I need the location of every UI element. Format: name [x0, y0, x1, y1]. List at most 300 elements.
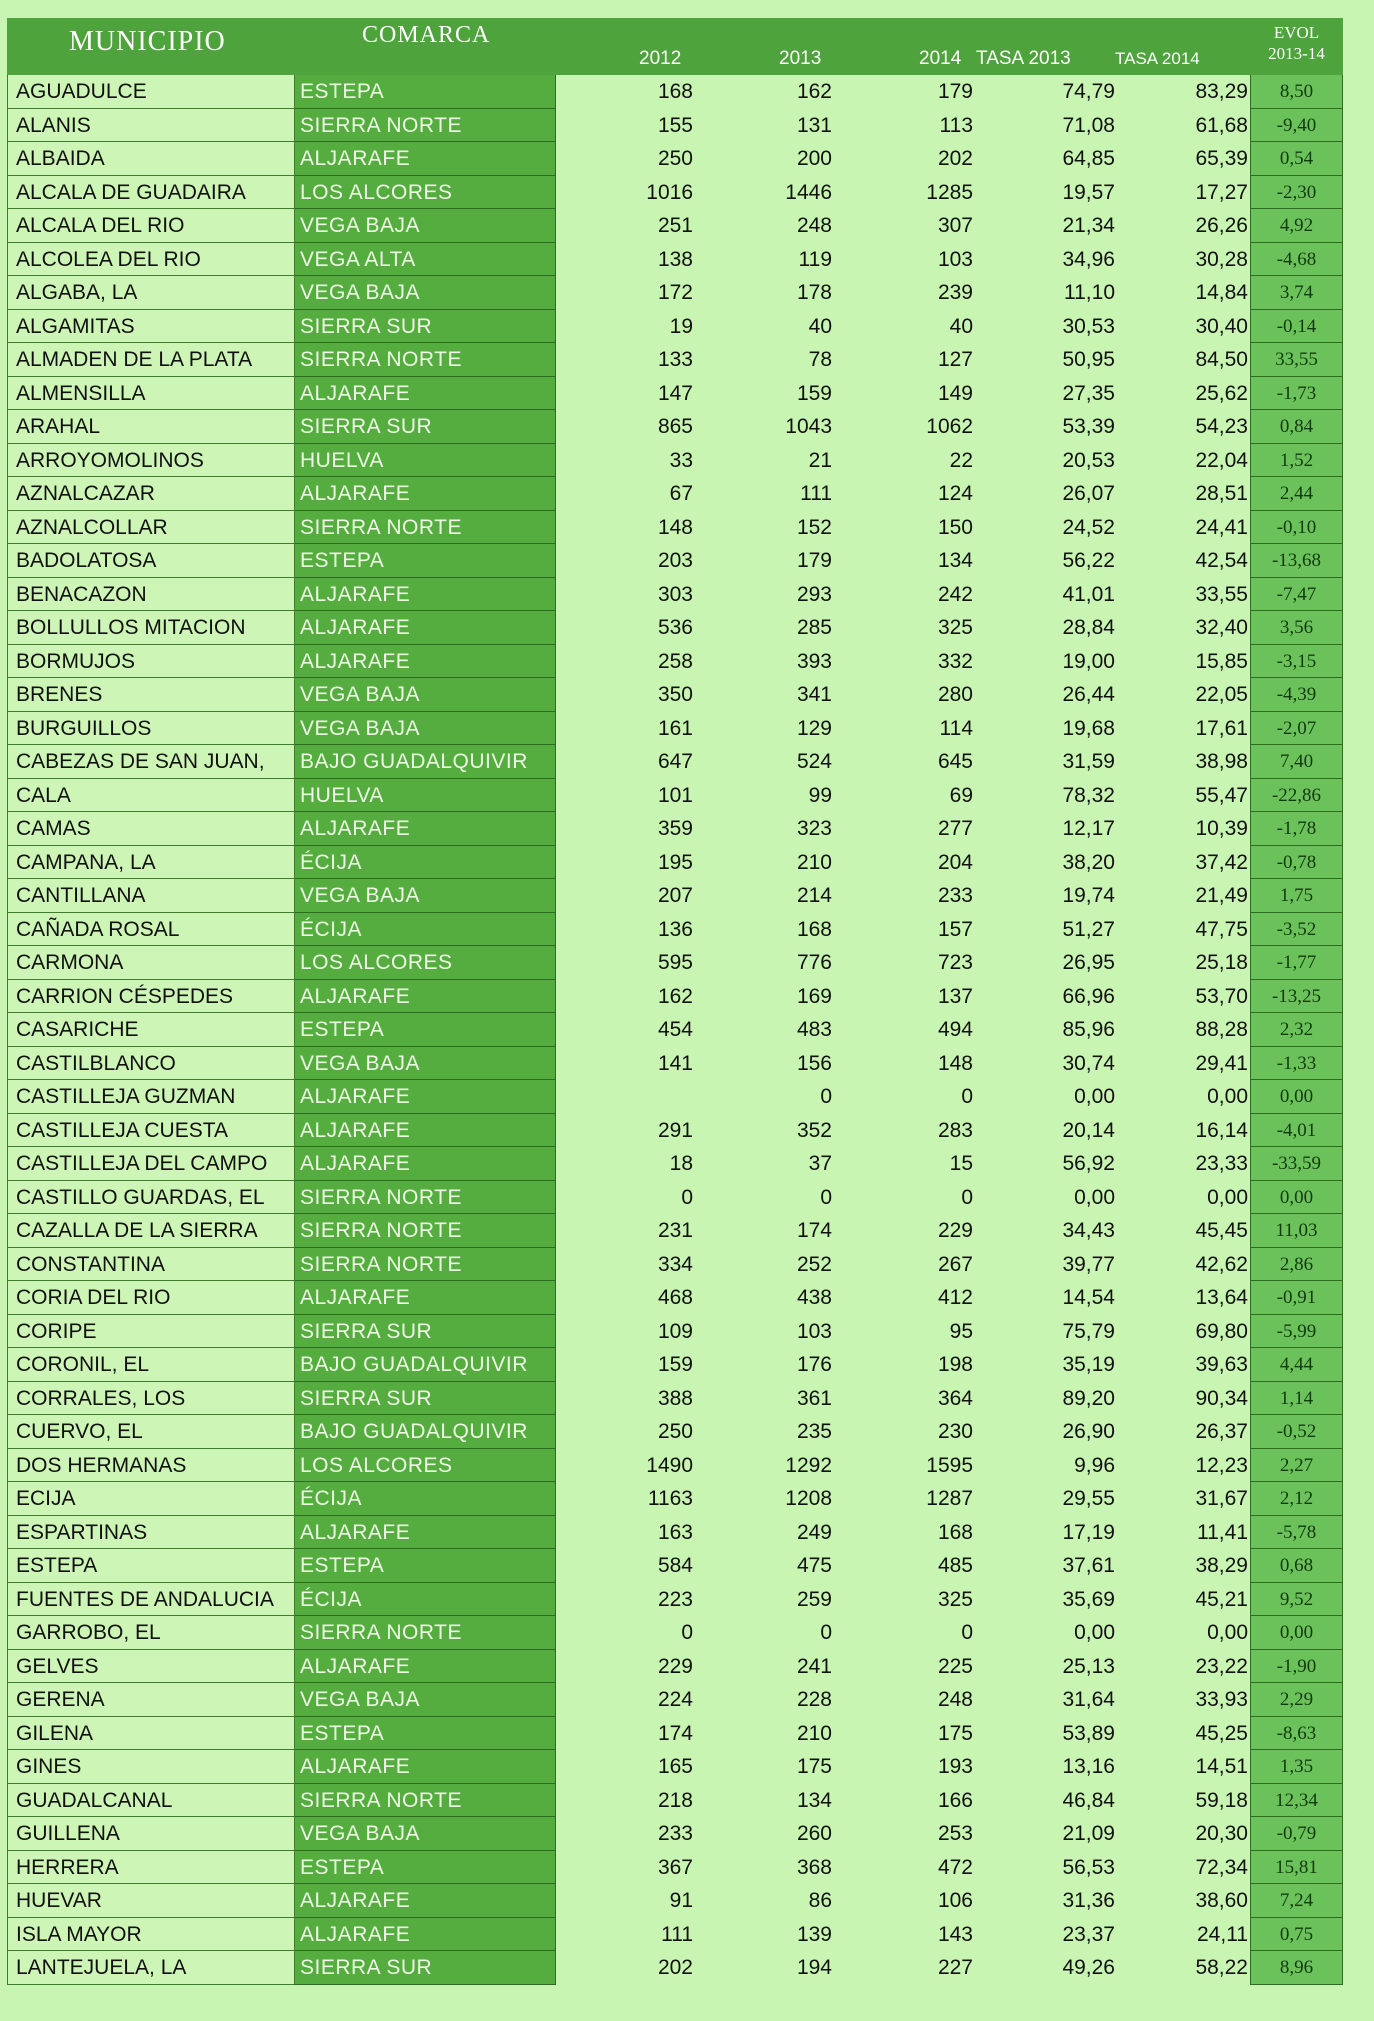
- municipio-cell: ARROYOMOLINOS: [7, 444, 295, 478]
- tasa-2013-cell: 26,90: [1062, 1420, 1115, 1443]
- table-row: [7, 678, 1343, 712]
- table-row: [7, 1114, 1343, 1148]
- value-2012-cell: 359: [657, 817, 693, 840]
- municipio-cell: ALCOLEA DEL RIO: [7, 243, 295, 277]
- evol-cell: 0,75: [1250, 1918, 1343, 1952]
- value-2012-cell: 67: [669, 482, 693, 505]
- value-2014-cell: 0: [961, 1185, 973, 1209]
- tasa-2013-cell: 13,16: [1062, 1755, 1115, 1778]
- municipio-cell: CONSTANTINA: [7, 1248, 295, 1282]
- tasa-2013-cell: 26,07: [1062, 482, 1115, 505]
- value-2014-cell: 233: [937, 884, 973, 907]
- comarca-cell: SIERRA NORTE: [295, 1248, 556, 1282]
- value-2013-cell: 152: [796, 515, 832, 539]
- value-2013-cell: 134: [796, 1788, 832, 1812]
- table-body: [7, 75, 1343, 1985]
- evol-cell: 0,00: [1250, 1181, 1343, 1215]
- value-2013-cell: 194: [796, 1956, 832, 1979]
- table-row: [7, 1415, 1343, 1449]
- evol-cell: 7,40: [1250, 745, 1343, 779]
- municipio-cell: CORONIL, EL: [7, 1348, 295, 1382]
- tasa-2013-cell: 26,44: [1062, 683, 1115, 706]
- table-row: [7, 1348, 1343, 1382]
- municipio-cell: LANTEJUELA, LA: [7, 1951, 295, 1985]
- value-2014-cell: 472: [937, 1855, 973, 1879]
- value-2012-cell: 468: [657, 1286, 693, 1309]
- tasa-2014-cell: 42,62: [1195, 1252, 1248, 1276]
- comarca-cell: ALJARAFE: [295, 1918, 556, 1952]
- evol-cell: -33,59: [1250, 1147, 1343, 1181]
- tasa-2013-cell: 26,95: [1062, 951, 1115, 974]
- value-2014-cell: 15: [949, 1152, 973, 1175]
- municipio-cell: BADOLATOSA: [7, 544, 295, 578]
- comarca-cell: VEGA ALTA: [295, 243, 556, 277]
- tasa-2014-cell: 72,34: [1195, 1855, 1248, 1879]
- comarca-cell: HUELVA: [295, 779, 556, 813]
- value-2012-cell: 0: [681, 1185, 693, 1209]
- tasa-2013-cell: 25,13: [1062, 1654, 1115, 1678]
- value-2013-cell: 393: [796, 649, 832, 673]
- value-2013-cell: 40: [808, 314, 832, 338]
- municipio-cell: GILENA: [7, 1717, 295, 1751]
- evol-cell: -1,90: [1250, 1650, 1343, 1684]
- value-2012-cell: 0: [681, 1621, 693, 1644]
- evol-cell: -1,77: [1250, 946, 1343, 980]
- evol-cell: 1,75: [1250, 879, 1343, 913]
- tasa-2014-cell: 58,22: [1195, 1956, 1248, 1979]
- table-row: [7, 1549, 1343, 1583]
- tasa-2013-cell: 56,22: [1062, 549, 1115, 572]
- table-row: [7, 243, 1343, 277]
- value-2012-cell: 19: [669, 314, 693, 338]
- value-2014-cell: 325: [937, 1587, 973, 1611]
- table-row: [7, 1181, 1343, 1215]
- value-2013-cell: 1043: [785, 415, 832, 438]
- value-2012-cell: 303: [657, 582, 693, 606]
- tasa-2014-cell: 84,50: [1195, 348, 1248, 371]
- tasa-2014-cell: 69,80: [1195, 1319, 1248, 1343]
- tasa-2014-cell: 45,25: [1195, 1721, 1248, 1745]
- comarca-cell: VEGA BAJA: [295, 1817, 556, 1851]
- municipio-cell: GUADALCANAL: [7, 1784, 295, 1818]
- tasa-2014-cell: 33,93: [1195, 1688, 1248, 1711]
- evol-cell: 2,29: [1250, 1683, 1343, 1717]
- comarca-cell: ALJARAFE: [295, 1884, 556, 1918]
- value-2014-cell: 204: [937, 850, 973, 874]
- comarca-cell: SIERRA SUR: [295, 1382, 556, 1416]
- municipio-cell: ALBAIDA: [7, 142, 295, 176]
- tasa-2013-cell: 9,96: [1074, 1453, 1115, 1477]
- value-2012-cell: 233: [657, 1822, 693, 1845]
- comarca-cell: VEGA BAJA: [295, 879, 556, 913]
- tasa-2014-cell: 55,47: [1195, 783, 1248, 807]
- value-2012-cell: 595: [657, 951, 693, 974]
- tasa-2014-cell: 53,70: [1195, 984, 1248, 1008]
- tasa-2014-cell: 37,42: [1195, 850, 1248, 874]
- evol-cell: -4,68: [1250, 243, 1343, 277]
- comarca-cell: LOS ALCORES: [295, 946, 556, 980]
- value-2012-cell: 161: [657, 716, 693, 740]
- value-2014-cell: 137: [937, 984, 973, 1008]
- municipio-cell: BORMUJOS: [7, 645, 295, 679]
- tasa-2013-cell: 19,57: [1062, 180, 1115, 204]
- value-2013-cell: 249: [796, 1520, 832, 1544]
- tasa-2014-cell: 12,23: [1195, 1453, 1248, 1477]
- municipio-cell: ESPARTINAS: [7, 1516, 295, 1550]
- tasa-2014-cell: 59,18: [1195, 1788, 1248, 1812]
- tasa-2013-cell: 19,68: [1062, 716, 1115, 740]
- evol-cell: 0,00: [1250, 1616, 1343, 1650]
- value-2014-cell: 227: [937, 1956, 973, 1979]
- table-row: [7, 846, 1343, 880]
- tasa-2013-cell: 30,53: [1062, 314, 1115, 338]
- value-2014-cell: 148: [937, 1051, 973, 1075]
- value-2014-cell: 166: [937, 1788, 973, 1812]
- municipio-cell: ECIJA: [7, 1482, 295, 1516]
- value-2014-cell: 412: [937, 1286, 973, 1309]
- evol-cell: 9,52: [1250, 1583, 1343, 1617]
- header-municipio: MUNICIPIO: [69, 26, 226, 57]
- municipio-cell: GUILLENA: [7, 1817, 295, 1851]
- table-row: [7, 1750, 1343, 1784]
- value-2013-cell: 129: [796, 716, 832, 740]
- municipio-cell: ALCALA DE GUADAIRA: [7, 176, 295, 210]
- value-2013-cell: 524: [796, 750, 832, 773]
- tasa-2013-cell: 38,20: [1062, 850, 1115, 874]
- table-row: [7, 1080, 1343, 1114]
- value-2014-cell: 157: [937, 917, 973, 941]
- comarca-cell: SIERRA NORTE: [295, 511, 556, 545]
- value-2013-cell: 78: [808, 348, 832, 371]
- tasa-2013-cell: 64,85: [1062, 147, 1115, 170]
- municipio-cell: BRENES: [7, 678, 295, 712]
- value-2014-cell: 1595: [926, 1453, 973, 1477]
- evol-cell: 4,44: [1250, 1348, 1343, 1382]
- tasa-2014-cell: 83,29: [1195, 80, 1248, 103]
- tasa-2014-cell: 24,11: [1197, 1922, 1248, 1946]
- tasa-2014-cell: 23,22: [1195, 1654, 1248, 1678]
- header-tasa-2013: TASA 2013: [976, 48, 1071, 69]
- value-2012-cell: 195: [657, 850, 693, 874]
- tasa-2013-cell: 51,27: [1062, 917, 1115, 941]
- comarca-cell: VEGA BAJA: [295, 276, 556, 310]
- tasa-2014-cell: 21,49: [1195, 884, 1248, 907]
- tasa-2014-cell: 22,05: [1195, 683, 1248, 706]
- comarca-cell: ALJARAFE: [295, 1114, 556, 1148]
- tasa-2014-cell: 0,00: [1207, 1185, 1248, 1209]
- value-2014-cell: 202: [937, 147, 973, 170]
- comarca-cell: BAJO GUADALQUIVIR: [295, 745, 556, 779]
- tasa-2014-cell: 10,39: [1195, 817, 1248, 840]
- value-2013-cell: 248: [796, 214, 832, 237]
- comarca-cell: ALJARAFE: [295, 377, 556, 411]
- value-2014-cell: 124: [937, 482, 973, 505]
- tasa-2014-cell: 65,39: [1195, 147, 1248, 170]
- table-row: [7, 477, 1343, 511]
- comarca-cell: ALJARAFE: [295, 1080, 556, 1114]
- header-evol-line2: 2013-14: [1268, 44, 1325, 63]
- value-2012-cell: 291: [657, 1118, 693, 1142]
- tasa-2014-cell: 33,55: [1195, 582, 1248, 606]
- value-2012-cell: 454: [657, 1018, 693, 1041]
- value-2012-cell: 174: [657, 1721, 693, 1745]
- tasa-2013-cell: 29,55: [1062, 1487, 1115, 1510]
- tasa-2013-cell: 35,19: [1062, 1353, 1115, 1376]
- municipio-cell: ALGABA, LA: [7, 276, 295, 310]
- tasa-2014-cell: 14,51: [1195, 1755, 1248, 1778]
- table-row: [7, 1817, 1343, 1851]
- municipio-cell: CASTILLO GUARDAS, EL: [7, 1181, 295, 1215]
- table-row: [7, 310, 1343, 344]
- table-row: [7, 578, 1343, 612]
- comarca-cell: ALJARAFE: [295, 477, 556, 511]
- value-2012-cell: 162: [657, 984, 693, 1008]
- tasa-2014-cell: 61,68: [1195, 113, 1248, 137]
- tasa-2013-cell: 23,37: [1062, 1922, 1115, 1946]
- value-2013-cell: 323: [796, 817, 832, 840]
- value-2014-cell: 364: [937, 1386, 973, 1410]
- value-2012-cell: 101: [657, 783, 693, 807]
- tasa-2014-cell: 42,54: [1195, 549, 1248, 572]
- municipio-cell: ALGAMITAS: [7, 310, 295, 344]
- value-2014-cell: 485: [937, 1554, 973, 1577]
- municipio-cell: CASTILBLANCO: [7, 1047, 295, 1081]
- comarca-cell: SIERRA NORTE: [295, 1616, 556, 1650]
- value-2012-cell: 165: [657, 1755, 693, 1778]
- value-2013-cell: 214: [796, 884, 832, 907]
- evol-cell: -0,91: [1250, 1281, 1343, 1315]
- value-2014-cell: 143: [937, 1922, 973, 1946]
- tasa-2014-cell: 38,29: [1195, 1554, 1248, 1577]
- value-2013-cell: 361: [796, 1386, 832, 1410]
- evol-cell: -1,73: [1250, 377, 1343, 411]
- comarca-cell: SIERRA NORTE: [295, 343, 556, 377]
- municipio-cell: AZNALCOLLAR: [7, 511, 295, 545]
- municipio-cell: CASTILLEJA DEL CAMPO: [7, 1147, 295, 1181]
- header-2013: 2013: [779, 48, 822, 69]
- municipio-cell: CALA: [7, 779, 295, 813]
- value-2013-cell: 252: [796, 1252, 832, 1276]
- evol-cell: -4,01: [1250, 1114, 1343, 1148]
- value-2014-cell: 106: [937, 1889, 973, 1912]
- table-row: [7, 1784, 1343, 1818]
- value-2012-cell: 250: [657, 1420, 693, 1443]
- comarca-cell: ESTEPA: [295, 75, 556, 109]
- tasa-2013-cell: 27,35: [1062, 381, 1115, 405]
- municipio-cell: CORIPE: [7, 1315, 295, 1349]
- evol-cell: -0,52: [1250, 1415, 1343, 1449]
- tasa-2014-cell: 90,34: [1195, 1386, 1248, 1410]
- value-2014-cell: 40: [949, 314, 973, 338]
- table-row: [7, 1650, 1343, 1684]
- municipio-cell: ESTEPA: [7, 1549, 295, 1583]
- value-2013-cell: 0: [820, 1085, 832, 1108]
- tasa-2014-cell: 31,67: [1195, 1487, 1248, 1510]
- value-2013-cell: 131: [796, 113, 832, 137]
- tasa-2013-cell: 49,26: [1062, 1956, 1115, 1979]
- evol-cell: -13,68: [1250, 544, 1343, 578]
- tasa-2014-cell: 13,64: [1195, 1286, 1248, 1309]
- tasa-2014-cell: 47,75: [1195, 917, 1248, 941]
- municipio-cell: BENACAZON: [7, 578, 295, 612]
- value-2013-cell: 241: [796, 1654, 832, 1678]
- comarca-cell: ALJARAFE: [295, 142, 556, 176]
- value-2014-cell: 307: [937, 214, 973, 237]
- evol-cell: 12,34: [1250, 1784, 1343, 1818]
- comarca-cell: SIERRA NORTE: [295, 109, 556, 143]
- evol-cell: -0,79: [1250, 1817, 1343, 1851]
- table-row: [7, 1315, 1343, 1349]
- evol-cell: 8,96: [1250, 1951, 1343, 1985]
- municipio-cell: CAZALLA DE LA SIERRA: [7, 1214, 295, 1248]
- tasa-2014-cell: 26,37: [1195, 1420, 1248, 1443]
- table-row: [7, 1248, 1343, 1282]
- evol-cell: 7,24: [1250, 1884, 1343, 1918]
- value-2014-cell: 283: [937, 1118, 973, 1142]
- table-row: [7, 1951, 1343, 1985]
- value-2012-cell: 147: [657, 381, 693, 405]
- tasa-2013-cell: 24,52: [1062, 515, 1115, 539]
- value-2013-cell: 0: [820, 1621, 832, 1644]
- value-2013-cell: 179: [796, 549, 832, 572]
- comarca-cell: ESTEPA: [295, 1549, 556, 1583]
- municipio-cell: ALMENSILLA: [7, 377, 295, 411]
- table-row: [7, 611, 1343, 645]
- value-2013-cell: 260: [796, 1822, 832, 1845]
- municipio-cell: GELVES: [7, 1650, 295, 1684]
- value-2014-cell: 22: [949, 448, 973, 472]
- municipio-cell: GERENA: [7, 1683, 295, 1717]
- evol-cell: 11,03: [1250, 1214, 1343, 1248]
- value-2013-cell: 228: [796, 1688, 832, 1711]
- tasa-2013-cell: 53,39: [1062, 415, 1115, 438]
- tasa-2014-cell: 17,27: [1195, 180, 1248, 204]
- table-row: [7, 1918, 1343, 1952]
- value-2012-cell: 155: [657, 113, 693, 137]
- table-row: [7, 1616, 1343, 1650]
- municipio-cell: GINES: [7, 1750, 295, 1784]
- table-row: [7, 1013, 1343, 1047]
- comarca-cell: SIERRA NORTE: [295, 1214, 556, 1248]
- table-row: [7, 712, 1343, 746]
- value-2012-cell: 536: [657, 616, 693, 639]
- tasa-2013-cell: 35,69: [1062, 1587, 1115, 1611]
- value-2013-cell: 200: [796, 147, 832, 170]
- municipio-cell: HUEVAR: [7, 1884, 295, 1918]
- comarca-cell: SIERRA SUR: [295, 1951, 556, 1985]
- comarca-cell: ÉCIJA: [295, 913, 556, 947]
- municipio-cell: CAMAS: [7, 812, 295, 846]
- tasa-2014-cell: 0,00: [1207, 1621, 1248, 1644]
- municipio-cell: CASTILLEJA CUESTA: [7, 1114, 295, 1148]
- table-row: [7, 544, 1343, 578]
- value-2013-cell: 86: [808, 1889, 832, 1912]
- comarca-cell: VEGA BAJA: [295, 1683, 556, 1717]
- tasa-2013-cell: 78,32: [1062, 783, 1115, 807]
- table-row: [7, 1884, 1343, 1918]
- tasa-2014-cell: 24,41: [1195, 515, 1248, 539]
- value-2014-cell: 229: [937, 1219, 973, 1242]
- value-2013-cell: 352: [796, 1118, 832, 1142]
- comarca-cell: ALJARAFE: [295, 1281, 556, 1315]
- tasa-2013-cell: 71,08: [1062, 113, 1115, 137]
- evol-cell: 2,27: [1250, 1449, 1343, 1483]
- comarca-cell: ALJARAFE: [295, 611, 556, 645]
- evol-cell: 1,35: [1250, 1750, 1343, 1784]
- tasa-2013-cell: 0,00: [1074, 1185, 1115, 1209]
- tasa-2013-cell: 37,61: [1062, 1554, 1115, 1577]
- evol-cell: 1,52: [1250, 444, 1343, 478]
- tasa-2014-cell: 14,84: [1195, 281, 1248, 304]
- value-2012-cell: 138: [657, 247, 693, 271]
- municipio-cell: GARROBO, EL: [7, 1616, 295, 1650]
- municipio-cell: FUENTES DE ANDALUCIA: [7, 1583, 295, 1617]
- table-row: [7, 1516, 1343, 1550]
- tasa-2014-cell: 29,41: [1195, 1051, 1248, 1075]
- table-row: [7, 444, 1343, 478]
- municipio-cell: CABEZAS DE SAN JUAN,: [7, 745, 295, 779]
- value-2012-cell: 91: [669, 1889, 693, 1912]
- table-row: [7, 779, 1343, 813]
- tasa-2014-cell: 30,28: [1195, 247, 1248, 271]
- value-2014-cell: 127: [937, 348, 973, 371]
- tasa-2013-cell: 50,95: [1062, 348, 1115, 371]
- tasa-2013-cell: 20,53: [1062, 448, 1115, 472]
- evol-cell: -2,30: [1250, 176, 1343, 210]
- table-row: [7, 879, 1343, 913]
- value-2013-cell: 174: [796, 1219, 832, 1242]
- evol-cell: -0,14: [1250, 310, 1343, 344]
- value-2012-cell: 202: [657, 1956, 693, 1979]
- comarca-cell: ESTEPA: [295, 1851, 556, 1885]
- municipio-cell: ARAHAL: [7, 410, 295, 444]
- tasa-2013-cell: 56,53: [1062, 1855, 1115, 1879]
- evol-cell: 0,68: [1250, 1549, 1343, 1583]
- tasa-2013-cell: 20,14: [1062, 1118, 1115, 1142]
- table-row: [7, 745, 1343, 779]
- value-2012-cell: 229: [657, 1654, 693, 1678]
- municipio-cell: CASARICHE: [7, 1013, 295, 1047]
- header-tasa-2014: TASA 2014: [1115, 49, 1200, 68]
- value-2012-cell: 251: [657, 214, 693, 237]
- table-row: [7, 1382, 1343, 1416]
- tasa-2014-cell: 22,04: [1195, 448, 1248, 472]
- evol-cell: -9,40: [1250, 109, 1343, 143]
- tasa-2013-cell: 19,74: [1062, 884, 1115, 907]
- value-2012-cell: 172: [657, 281, 693, 304]
- comarca-cell: HUELVA: [295, 444, 556, 478]
- value-2014-cell: 723: [937, 951, 973, 974]
- municipio-cell: ALCALA DEL RIO: [7, 209, 295, 243]
- comarca-cell: BAJO GUADALQUIVIR: [295, 1348, 556, 1382]
- value-2013-cell: 1208: [785, 1487, 832, 1510]
- value-2012-cell: 647: [657, 750, 693, 773]
- table-row: [7, 109, 1343, 143]
- value-2014-cell: 134: [937, 549, 973, 572]
- value-2012-cell: 334: [657, 1252, 693, 1276]
- value-2012-cell: 1490: [646, 1453, 693, 1477]
- municipio-cell: HERRERA: [7, 1851, 295, 1885]
- value-2014-cell: 325: [937, 616, 973, 639]
- value-2012-cell: 1016: [646, 180, 693, 204]
- table-row: [7, 1583, 1343, 1617]
- header-comarca: COMARCA: [362, 22, 491, 48]
- municipio-cell: CAÑADA ROSAL: [7, 913, 295, 947]
- tasa-2014-cell: 25,18: [1195, 951, 1248, 974]
- table-row: [7, 645, 1343, 679]
- tasa-2014-cell: 32,40: [1195, 616, 1248, 639]
- municipio-cell: DOS HERMANAS: [7, 1449, 295, 1483]
